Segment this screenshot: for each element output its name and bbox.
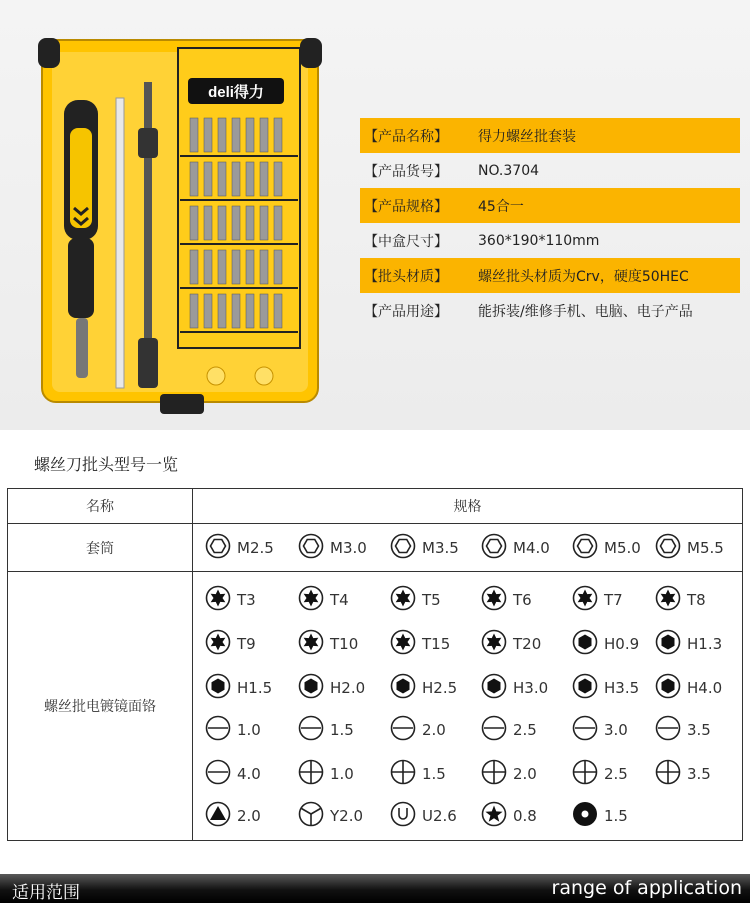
- row-name: 螺丝批电镀镜面铬: [8, 572, 193, 840]
- spec-row-item-no: [360, 153, 740, 188]
- torx-bit-item: [481, 630, 541, 658]
- torx-bit-item: [390, 630, 450, 658]
- table-row-sockets: [8, 524, 742, 572]
- hex-solid-bit-item: [205, 674, 272, 702]
- bit-label: 2.0: [237, 807, 261, 825]
- bit-label: H4.0: [687, 679, 723, 697]
- slotted-icon: [572, 715, 598, 745]
- slotted-icon: [205, 715, 231, 745]
- bit-label: 2.5: [513, 721, 537, 739]
- bit-label: H3.5: [604, 679, 640, 697]
- bit-label: 1.0: [237, 721, 261, 739]
- torx-bit-item: [205, 630, 256, 658]
- y-type-bit-item: [298, 802, 363, 830]
- phillips-icon: [390, 759, 416, 789]
- bit-spec-table: [7, 488, 743, 841]
- u-type-icon: [390, 801, 416, 831]
- row-name: 套筒: [8, 524, 193, 571]
- product-image: [38, 38, 328, 418]
- torx-icon: [390, 629, 416, 659]
- phillips-icon: [572, 759, 598, 789]
- phillips-bit-item: [390, 760, 446, 788]
- hex-outline-icon: [572, 533, 598, 563]
- spec-value: 能拆装/维修手机、电脑、电子产品: [478, 303, 693, 320]
- spec-label: 【中盒尺寸】: [364, 233, 448, 250]
- bit-label: T4: [330, 591, 349, 609]
- bit-label: U2.6: [422, 807, 457, 825]
- bit-label: Y2.0: [330, 807, 364, 825]
- phillips-bit-item: [572, 760, 628, 788]
- bit-label: M2.5: [237, 539, 274, 557]
- bit-label: 1.5: [422, 765, 446, 783]
- hex-outline-icon: [390, 533, 416, 563]
- spec-label: 【产品用途】: [364, 303, 448, 320]
- torx-bit-item: [572, 586, 623, 614]
- bit-label: H2.0: [330, 679, 366, 697]
- bit-label: H2.5: [422, 679, 458, 697]
- spec-value: 得力螺丝批套装: [478, 128, 576, 145]
- torx-bit-item: [205, 586, 256, 614]
- bit-label: H3.0: [513, 679, 549, 697]
- bit-label: 2.5: [604, 765, 628, 783]
- torx-icon: [481, 585, 507, 615]
- hex-solid-icon: [655, 673, 681, 703]
- slotted-bit-item: [298, 716, 354, 744]
- spec-value: NO.3704: [478, 162, 540, 179]
- slotted-icon: [655, 715, 681, 745]
- bit-label: T20: [513, 635, 542, 653]
- bit-label: 1.5: [604, 807, 628, 825]
- hex-solid-bit-item: [481, 674, 548, 702]
- spec-list: [360, 118, 740, 328]
- footer-left-title: 适用范围: [12, 883, 80, 903]
- spec-row-name: [360, 118, 740, 153]
- bit-label: 3.5: [687, 765, 711, 783]
- phillips-bit-item: [481, 760, 537, 788]
- spec-label: 【产品规格】: [364, 198, 448, 215]
- bit-label: H1.3: [687, 635, 723, 653]
- bit-label: H1.5: [237, 679, 273, 697]
- pin-icon: [572, 801, 598, 831]
- hex-solid-bit-item: [298, 674, 365, 702]
- hex-solid-icon: [572, 629, 598, 659]
- hex-solid-bit-item: [572, 630, 639, 658]
- bit-label: 1.5: [330, 721, 354, 739]
- u-type-bit-item: [390, 802, 457, 830]
- spec-label: 【批头材质】: [364, 268, 448, 285]
- bit-label: 3.0: [604, 721, 628, 739]
- table-row-bits: [8, 572, 742, 840]
- slotted-bit-item: [205, 716, 261, 744]
- spec-value: 45合一: [478, 198, 524, 215]
- slotted-icon: [390, 715, 416, 745]
- footer-right-title: range of application: [551, 877, 742, 899]
- hex-outline-bit-item: [572, 534, 641, 562]
- bit-label: M5.5: [687, 539, 724, 557]
- slotted-bit-item: [205, 760, 261, 788]
- torx-icon: [298, 629, 324, 659]
- bit-label: T10: [330, 635, 359, 653]
- torx-icon: [205, 629, 231, 659]
- spec-row-usage: [360, 293, 740, 328]
- spec-value: 360*190*110mm: [478, 232, 600, 249]
- phillips-icon: [481, 759, 507, 789]
- hex-outline-bit-item: [481, 534, 550, 562]
- torx-bit-item: [655, 586, 706, 614]
- bit-label: M3.0: [330, 539, 367, 557]
- spec-label: 【产品货号】: [364, 163, 448, 180]
- phillips-icon: [655, 759, 681, 789]
- hex-solid-icon: [390, 673, 416, 703]
- triangle-bit-item: [205, 802, 261, 830]
- hex-solid-bit-item: [390, 674, 457, 702]
- phillips-bit-item: [655, 760, 711, 788]
- hex-solid-bit-item: [655, 674, 722, 702]
- torx-bit-item: [298, 586, 349, 614]
- hex-solid-icon: [205, 673, 231, 703]
- product-hero: [0, 0, 750, 430]
- bit-label: T5: [422, 591, 441, 609]
- torx-bit-item: [390, 586, 441, 614]
- spec-row-size: [360, 188, 740, 223]
- torx-icon: [390, 585, 416, 615]
- header-name: 名称: [8, 489, 193, 523]
- slotted-icon: [205, 759, 231, 789]
- torx-icon: [298, 585, 324, 615]
- hex-solid-icon: [298, 673, 324, 703]
- bit-label: M5.0: [604, 539, 641, 557]
- torx-icon: [205, 585, 231, 615]
- bit-label: T6: [513, 591, 532, 609]
- bit-label: 2.0: [513, 765, 537, 783]
- socket-list: [193, 524, 742, 571]
- phillips-icon: [298, 759, 324, 789]
- hex-solid-bit-item: [655, 630, 722, 658]
- bit-label: 1.0: [330, 765, 354, 783]
- slotted-bit-item: [572, 716, 628, 744]
- hex-outline-icon: [655, 533, 681, 563]
- spec-row-material: [360, 258, 740, 293]
- spec-row-box-size: [360, 223, 740, 258]
- hex-outline-bit-item: [205, 534, 274, 562]
- bit-label: 2.0: [422, 721, 446, 739]
- y-type-icon: [298, 801, 324, 831]
- brand-logo: deli得力: [208, 84, 264, 101]
- torx-bit-item: [298, 630, 358, 658]
- bit-list: [193, 572, 742, 840]
- bit-label: M4.0: [513, 539, 550, 557]
- bit-label: T8: [687, 591, 706, 609]
- bit-label: H0.9: [604, 635, 640, 653]
- slotted-icon: [298, 715, 324, 745]
- star-bit-item: [481, 802, 537, 830]
- hex-solid-icon: [655, 629, 681, 659]
- torx-icon: [572, 585, 598, 615]
- bit-label: T9: [237, 635, 256, 653]
- hex-outline-bit-item: [655, 534, 724, 562]
- phillips-bit-item: [298, 760, 354, 788]
- torx-icon: [655, 585, 681, 615]
- table-title: 螺丝刀批头型号一览: [34, 455, 179, 474]
- footer-bar: [0, 874, 750, 903]
- hex-outline-icon: [298, 533, 324, 563]
- slotted-bit-item: [481, 716, 537, 744]
- slotted-icon: [481, 715, 507, 745]
- star-icon: [481, 801, 507, 831]
- slotted-bit-item: [390, 716, 446, 744]
- torx-icon: [481, 629, 507, 659]
- spec-label: 【产品名称】: [364, 128, 448, 145]
- table-header-row: [8, 489, 742, 524]
- hex-outline-icon: [205, 533, 231, 563]
- bit-label: 3.5: [687, 721, 711, 739]
- header-spec: 规格: [453, 499, 482, 515]
- hex-solid-icon: [481, 673, 507, 703]
- hex-outline-bit-item: [390, 534, 459, 562]
- torx-bit-item: [481, 586, 532, 614]
- bit-label: 4.0: [237, 765, 261, 783]
- hex-solid-bit-item: [572, 674, 639, 702]
- slotted-bit-item: [655, 716, 711, 744]
- triangle-icon: [205, 801, 231, 831]
- bit-label: T3: [237, 591, 256, 609]
- bit-label: M3.5: [422, 539, 459, 557]
- hex-outline-bit-item: [298, 534, 367, 562]
- bit-label: 0.8: [513, 807, 537, 825]
- spec-value: 螺丝批头材质为Crv，硬度50HEC: [478, 268, 689, 285]
- pin-bit-item: [572, 802, 628, 830]
- hex-outline-icon: [481, 533, 507, 563]
- hex-solid-icon: [572, 673, 598, 703]
- bit-label: T7: [604, 591, 623, 609]
- bit-label: T15: [422, 635, 451, 653]
